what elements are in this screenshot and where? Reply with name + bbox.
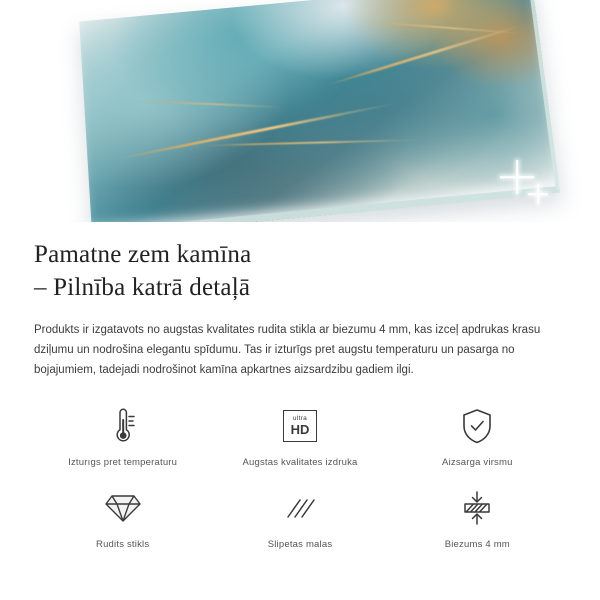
feature-label: Izturıgs pret temperaturu <box>68 457 178 468</box>
feature-item-polished-edges <box>211 486 388 550</box>
page-title-line-1: Pamatne zem kamīna <box>34 241 252 268</box>
feature-label: Augstas kvalitates izdruka <box>242 457 358 468</box>
marble-texture <box>79 0 560 222</box>
shield-check-icon <box>460 404 494 448</box>
polished-edges-icon <box>282 486 318 530</box>
marble-glass-panel-image <box>79 0 560 222</box>
page-title <box>34 238 566 304</box>
feature-item-print-quality <box>211 404 388 468</box>
page-title-line-2: – Pilnība katrā detaļā <box>34 274 251 301</box>
feature-item-thickness <box>389 486 566 550</box>
product-description: Produkts ir izgatavots no augstas kvalitates rudita stikla ar biezumu 4 mm, kas izceļ apdrukas krasu dziļumu un nodrošina elegantu spīdumu. Tas ir izturīgs pret augstu temperaturu un pasarga no bojajumiem, tadejadi nodrošinot kamīna apkartnes aizsardzibu gadiem ilgi. <box>34 324 541 376</box>
feature-label: Aizsarga virsmu <box>442 457 513 468</box>
hero-image <box>0 0 600 222</box>
content-section <box>0 238 600 550</box>
feature-label: Slipetas malas <box>267 539 333 550</box>
thickness-arrow-icon <box>460 486 494 530</box>
feature-item-tempered-glass <box>34 486 211 550</box>
feature-grid <box>34 404 566 550</box>
diamond-icon <box>104 486 142 530</box>
thermometer-icon <box>108 404 138 448</box>
feature-label: Rudits stikls <box>96 539 150 550</box>
ultra-hd-badge-icon <box>283 404 317 448</box>
feature-item-surface-protection <box>389 404 566 468</box>
badge-top-text: ultra <box>292 414 308 422</box>
badge-bottom-text: HD <box>290 422 310 438</box>
feature-item-temperature <box>34 404 211 468</box>
feature-label: Biezums 4 mm <box>444 539 510 550</box>
